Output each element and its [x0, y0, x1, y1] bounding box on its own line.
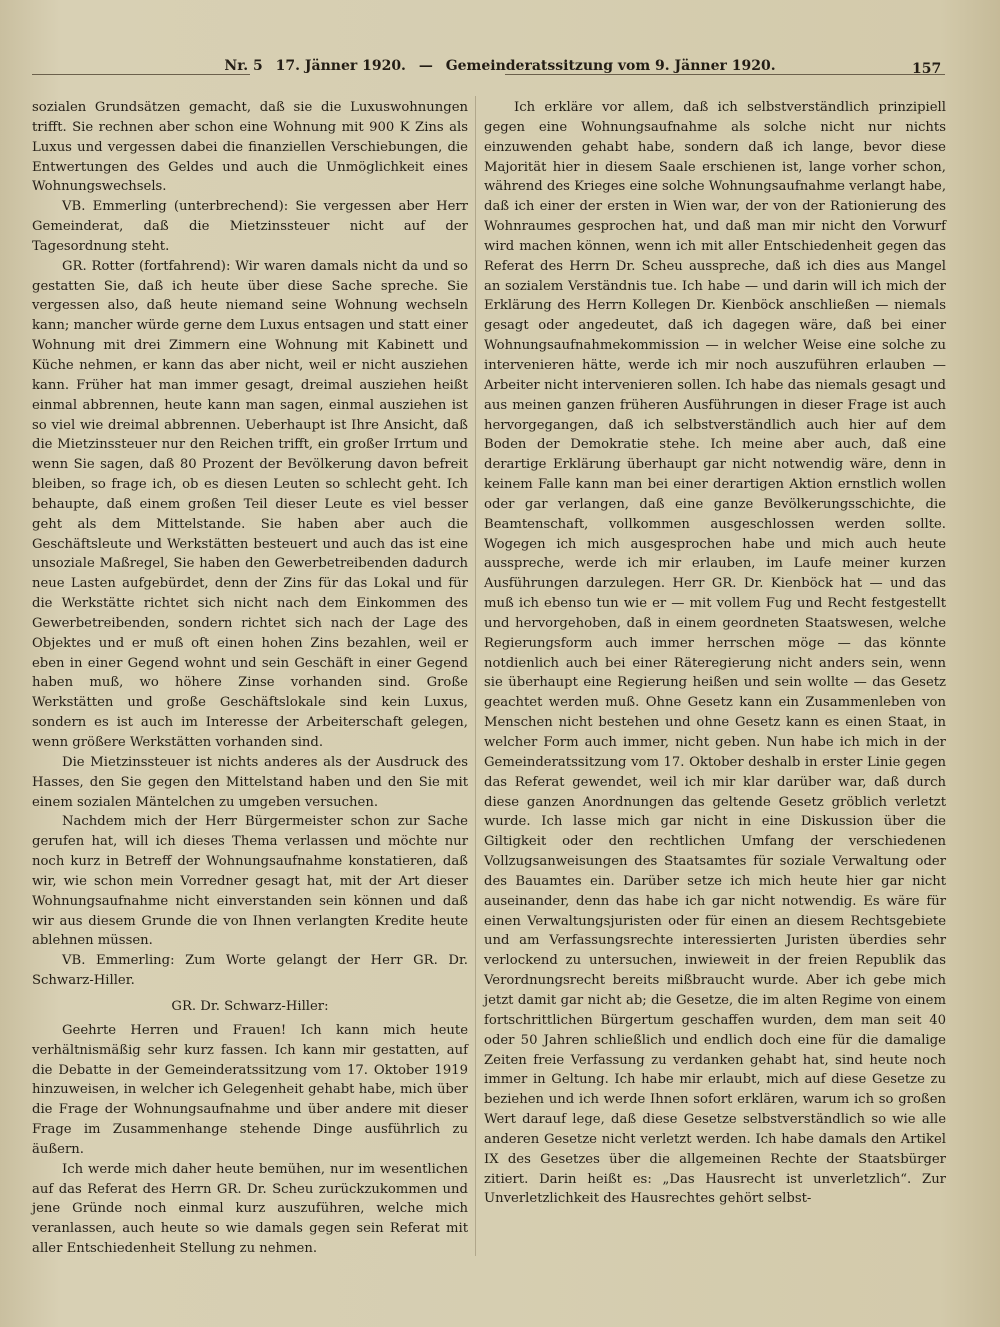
issue-number: Nr. 5: [224, 58, 263, 74]
right-column: [484, 98, 946, 1209]
header-separator: —: [418, 58, 433, 74]
paragraph: VB. Emmerling (unterbrechend): Sie vergessen aber Herr Gemeinderat, daß die Mietzinssteuer nicht auf der Tagesordnung steht.: [32, 199, 468, 254]
page-number: 157: [912, 61, 942, 77]
paragraph: Nachdem mich der Herr Bürgermeister schon zur Sache gerufen hat, will ich dieses Thema verlassen und möchte nur noch kurz in Betreff der Wohnungsaufnahme konstatieren, daß wir, wie schon mein Vorredner gesagt hat, mit der Art dieser Wohnungsaufnahme nicht einverstanden sein können und daß wir aus diesem Grunde die von Ihnen verlangten Kredite heute ablehnen müssen.: [32, 814, 468, 949]
paragraph: Geehrte Herren und Frauen! Ich kann mich heute verhältnismäßig sehr kurz fassen. Ich kann mir gestatten, auf die Debatte in der Gemeinderatssitzung vom 17. Oktober 1919 hinzuweisen, in welcher ich Gelegenheit gehabt habe, mich über die Frage der Wohnungsaufnahme und über andere mit dieser Frage im Zusammenhange stehende Dinge ausführlich zu äußern.: [32, 1022, 468, 1157]
paragraph: sozialen Grundsätzen gemacht, daß sie die Luxuswohnungen trifft. Sie rechnen aber schon eine Wohnung mit 900 K Zins als Luxus und vergessen dabei die finanziellen Verschiebungen, die Entwertungen des Geldes und auch die Unmöglichkeit eines Wohnungswechsels.: [32, 100, 468, 195]
paragraph: Die Mietzinssteuer ist nichts anderes als der Ausdruck des Hasses, den Sie gegen den Mittelstand haben und den Sie mit einem sozialen Mäntelchen zu umgeben versuchen.: [32, 754, 468, 810]
header-line: [220, 58, 780, 74]
column-divider: [475, 96, 476, 1256]
page-header: [0, 52, 1000, 82]
paragraph: VB. Emmerling: Zum Worte gelangt der Herr GR. Dr. Schwarz-Hiller.: [32, 953, 468, 989]
session-title: Gemeinderatssitzung vom 9. Jänner 1920.: [445, 58, 776, 74]
issue-date: 17. Jänner 1920.: [275, 58, 406, 74]
paragraph: Ich erkläre vor allem, daß ich selbstverständlich prinzipiell gegen eine Wohnungsaufnahme als solche nicht nur nichts einzuwenden gehabt habe, sondern daß ich lange, bevor diese Majorität hier in diesem Saale erschienen ist, lange vorher schon, während des Krieges eine solche Wohnungsaufnahme verlangt habe, daß ich einer der ersten in Wien war, der von der Rationierung des Wohnraumes gesprochen hat, und daß man mir nicht den Vorwurf wird machen können, wenn ich mit aller Entschiedenheit gegen das Referat des Herrn Dr. Scheu ausspreche, daß ich dies aus Mangel an sozialem Verständnis tue. Ich habe — und darin will ich mich der Erklärung des Herrn Kollegen Dr. Kienböck anschließen — niemals gesagt oder angedeutet, daß ich dagegen wäre, daß bei einer Wohnungsaufnahmekommission — in welcher Weise eine solche zu intervenieren hätte, werde ich mir noch auszuführen erlauben — Arbeiter nicht intervenieren sollen. Ich habe das niemals gesagt und aus meinen ganzen früheren Ausführungen in dieser Frage ist auch hervorgegangen, daß ich selbstverständlich auch hier auf dem Boden der Demokratie stehe. Ich meine aber auch, daß eine derartige Erklärung überhaupt gar nicht notwendig wäre, denn in keinem Falle kann man bei einer derartigen Aktion ernstlich wollen oder gar verlangen, daß eine ganze Bevölkerungsschichte, die Beamtenschaft, vollkommen ausgeschlossen werden sollte. Wogegen ich mich ausgesprochen habe und mich auch heute ausspreche, werde ich mir erlauben, im Laufe meiner kurzen Ausführungen darzulegen. Herr GR. Dr. Kienböck hat — und das muß ich ebenso tun wie er — mit vollem Fug und Recht festgestellt und hervorgehoben, daß in einem geordneten Staatswesen, welche Regierungsform auch immer herrschen möge — das könnte notdienlich auch bei einer Räteregierung nicht anders sein, wenn sie überhaupt eine Regierung heißen und sein wollte — das Gesetz geachtet werden muß. Ohne Gesetz kann ein Zusammenleben von Menschen nicht bestehen und ohne Gesetz kann es einen Staat, in welcher Form auch immer, nicht geben. Nun habe ich mich in der Gemeinderatssitzung vom 17. Oktober deshalb in erster Linie gegen das Referat gewendet, weil ich mir klar darüber war, daß durch diese ganzen Anordnungen das geltende Gesetz gröblich verletzt wurde. Ich lasse mich gar nicht in eine Diskussion über die Giltigkeit oder den rechtlichen Umfang der verschiedenen Vollzugsanweisungen des Staatsamtes für soziale Verwaltung oder des Bauamtes ein. Darüber setze ich mich heute hier gar nicht auseinander, denn das habe ich gar nicht notwendig. Es wäre für einen Verwaltungsjuristen oder für einen an diesem Rechtsgebiete und am Verfassungsrechte interessierten Juristen überdies sehr verlockend zu untersuchen, inwieweit in der freien Republik das Verordnungsrecht bereits mißbraucht wurde. Aber ich gebe mich jetzt damit gar nicht ab; die Gesetze, die im alten Regime von einem fortschrittlichen Bürgertum geschaffen wurden, dem man seit 40 oder 50 Jahren schließlich und endlich doch eine für die damalige Zeiten freie Verfassung zu verdanken gehabt hat, sind heute noch immer in Geltung. Ich habe mir erlaubt, mich auf diese Gesetze zu beziehen und ich werde Ihnen sofort erklären, warum ich so großen Wert darauf lege, daß diese Gesetze selbstverständlich so wie alle anderen Gesetze nicht verletzt werden. Ich habe damals den Artikel IX des Gesetzes über die allgemeinen Rechte der Staatsbürger zitiert. Darin heißt es: „Das Hausrecht ist unverletzlich“. Zur Unverletzlichkeit des Hausrechtes gehört selbst-: [484, 100, 947, 1207]
header-rule-right: [505, 74, 945, 75]
paragraph: Ich werde mich daher heute bemühen, nur im wesentlichen auf das Referat des Herrn GR. Dr. Scheu zurückzukommen und jene Gründe noch einmal kurz auszuführen, welche mich veranlassen, auch heute so wie damals gegen sein Referat mit aller Entschiedenheit Stellung zu nehmen.: [32, 1161, 468, 1257]
header-rule-left: [32, 74, 250, 75]
paragraph: GR. Rotter (fortfahrend): Wir waren damals nicht da und so gestatten Sie, daß ich heute über diese Sache spreche. Sie vergessen also, daß heute niemand seine Wohnung wechseln kann; mancher würde gerne dem Luxus entsagen und statt einer Wohnung mit drei Zimmern eine Wohnung mit Kabinett und Küche nehmen, er kann das aber nicht, weil er nicht ausziehen kann. Früher hat man immer gesagt, dreimal ausziehen heißt einmal abbrennen, heute kann man sagen, einmal ausziehen ist so viel wie dreimal abbrennen. Ueberhaupt ist Ihre Ansicht, daß die Mietzinssteuer nur den Reichen trifft, ein großer Irrtum und wenn Sie sagen, daß 80 Prozent der Bevölkerung davon befreit bleiben, so frage ich, ob es diesen Leuten so schlecht geht. Ich behaupte, daß einem großen Teil dieser Leute es viel besser geht als dem Mittelstande. Sie haben aber auch die Geschäftsleute und Werkstätten besteuert und auch das ist eine unsoziale Maßregel, Sie haben den Gewerbetreibenden dadurch neue Lasten aufgebürdet, denn der Zins für das Lokal und für die Werkstätte richtet sich nicht nach dem Einkommen des Gewerbetreibenden, sondern richtet sich nach der Lage des Objektes und er muß oft einen hohen Zins bezahlen, weil er eben in einer Gegend wohnt und sein Geschäft in einer Gegend haben muß, wo höhere Zinse vorhanden sind. Große Werkstätten und große Geschäftslokale sind kein Luxus, sondern es ist auch im Interesse der Arbeiterschaft gelegen, wenn größere Werkstätten vorhanden sind.: [32, 258, 468, 750]
left-column: [32, 98, 468, 1259]
speaker-heading: GR. Dr. Schwarz-Hiller:: [171, 998, 329, 1014]
